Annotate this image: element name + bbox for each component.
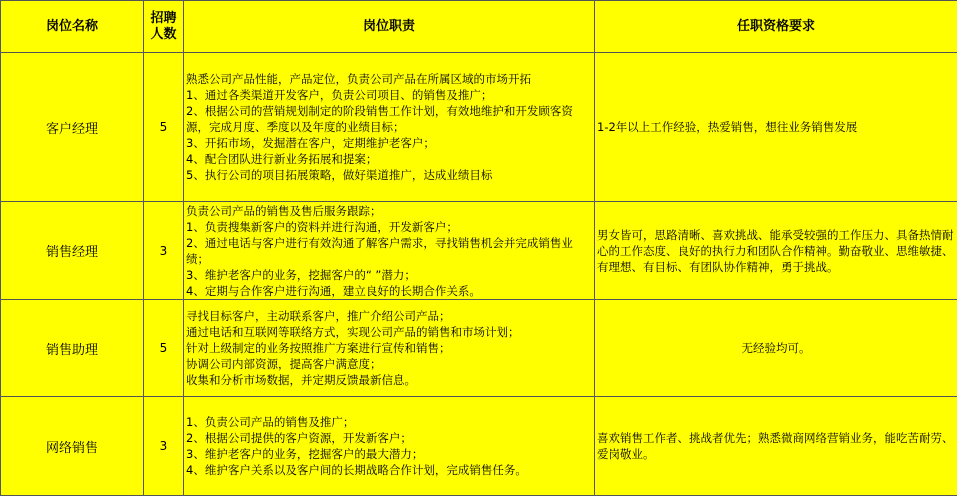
duty-line: 通过电话和互联网等联络方式，实现公司产品的销售和市场计划； bbox=[186, 324, 592, 340]
cell-requirements[interactable]: 男女皆可，思路清晰、喜欢挑战、能承受较强的工作压力、具备热情耐心的工作态度、良好的执行力和团队合作精神。勤奋敬业、思维敏捷、有理想、有目标、有团队协作精神，勇于挑战。 bbox=[595, 202, 957, 300]
duty-line: 寻找目标客户，主动联系客户，推广介绍公司产品； bbox=[186, 308, 592, 324]
duty-line: 4、维护客户关系以及客户间的长期战略合作计划，完成销售任务。 bbox=[186, 462, 592, 478]
table-row bbox=[1, 53, 957, 202]
cell-hire-count[interactable]: 5 bbox=[144, 53, 184, 202]
duty-line: 3、维护老客户的业务，挖掘客户的“ ”潜力； bbox=[186, 267, 592, 283]
duty-line: 1、负责搜集新客户的资料并进行沟通，开发新客户； bbox=[186, 219, 592, 235]
duty-line: 2、通过电话与客户进行有效沟通了解客户需求，寻找销售机会并完成销售业绩； bbox=[186, 235, 592, 267]
cell-position-name[interactable]: 销售助理 bbox=[1, 300, 144, 397]
cell-requirements[interactable]: 喜欢销售工作者、挑战者优先；熟悉微商网络营销业务，能吃苦耐劳、爱岗敬业。 bbox=[595, 397, 957, 496]
duty-line: 收集和分析市场数据，并定期反馈最新信息。 bbox=[186, 372, 592, 388]
duty-line: 针对上级制定的业务按照推广方案进行宣传和销售； bbox=[186, 340, 592, 356]
cell-position-name[interactable]: 销售经理 bbox=[1, 202, 144, 300]
duty-line: 协调公司内部资源，提高客户满意度； bbox=[186, 356, 592, 372]
table-row bbox=[1, 202, 957, 300]
duty-line: 2、根据公司提供的客户资源，开发新客户； bbox=[186, 430, 592, 446]
duty-line: 2、根据公司的营销规划制定的阶段销售工作计划，有效地维护和开发顾客资源，完成月度、季度以及年度的业绩目标； bbox=[186, 103, 592, 135]
header-hire-count[interactable] bbox=[144, 1, 184, 53]
table-row bbox=[1, 397, 957, 496]
cell-duties[interactable] bbox=[184, 202, 595, 300]
cell-duties[interactable] bbox=[184, 300, 595, 397]
duty-line: 3、开拓市场，发掘潜在客户，定期维护老客户； bbox=[186, 135, 592, 151]
cell-requirements[interactable]: 无经验均可。 bbox=[595, 300, 957, 397]
duty-line: 5、执行公司的项目拓展策略，做好渠道推广，达成业绩目标 bbox=[186, 167, 592, 183]
duty-line: 4、配合团队进行新业务拓展和提案； bbox=[186, 151, 592, 167]
duty-line: 3、维护老客户的业务，挖掘客户的最大潜力； bbox=[186, 446, 592, 462]
cell-duties[interactable] bbox=[184, 397, 595, 496]
cell-position-name[interactable]: 网络销售 bbox=[1, 397, 144, 496]
cell-requirements[interactable]: 1-2年以上工作经验，热爱销售，想往业务销售发展 bbox=[595, 53, 957, 202]
cell-duties[interactable] bbox=[184, 53, 595, 202]
header-hire-count-label: 招聘人数 bbox=[150, 11, 178, 43]
duty-line: 熟悉公司产品性能，产品定位，负责公司产品在所属区域的市场开拓 bbox=[186, 71, 592, 87]
header-row bbox=[1, 1, 957, 53]
header-position-name[interactable]: 岗位名称 bbox=[1, 1, 144, 53]
duty-line: 1、负责公司产品的销售及推广； bbox=[186, 414, 592, 430]
duty-line: 1、通过各类渠道开发客户，负责公司项目、的销售及推广； bbox=[186, 87, 592, 103]
header-duties[interactable]: 岗位职责 bbox=[184, 1, 595, 53]
duty-line: 4、定期与合作客户进行沟通，建立良好的长期合作关系。 bbox=[186, 283, 592, 299]
cell-hire-count[interactable]: 5 bbox=[144, 300, 184, 397]
header-requirements[interactable]: 任职资格要求 bbox=[595, 1, 957, 53]
cell-hire-count[interactable]: 3 bbox=[144, 397, 184, 496]
cell-position-name[interactable]: 客户经理 bbox=[1, 53, 144, 202]
duty-line: 负责公司产品的销售及售后服务跟踪； bbox=[186, 203, 592, 219]
table-row bbox=[1, 300, 957, 397]
cell-hire-count[interactable]: 3 bbox=[144, 202, 184, 300]
